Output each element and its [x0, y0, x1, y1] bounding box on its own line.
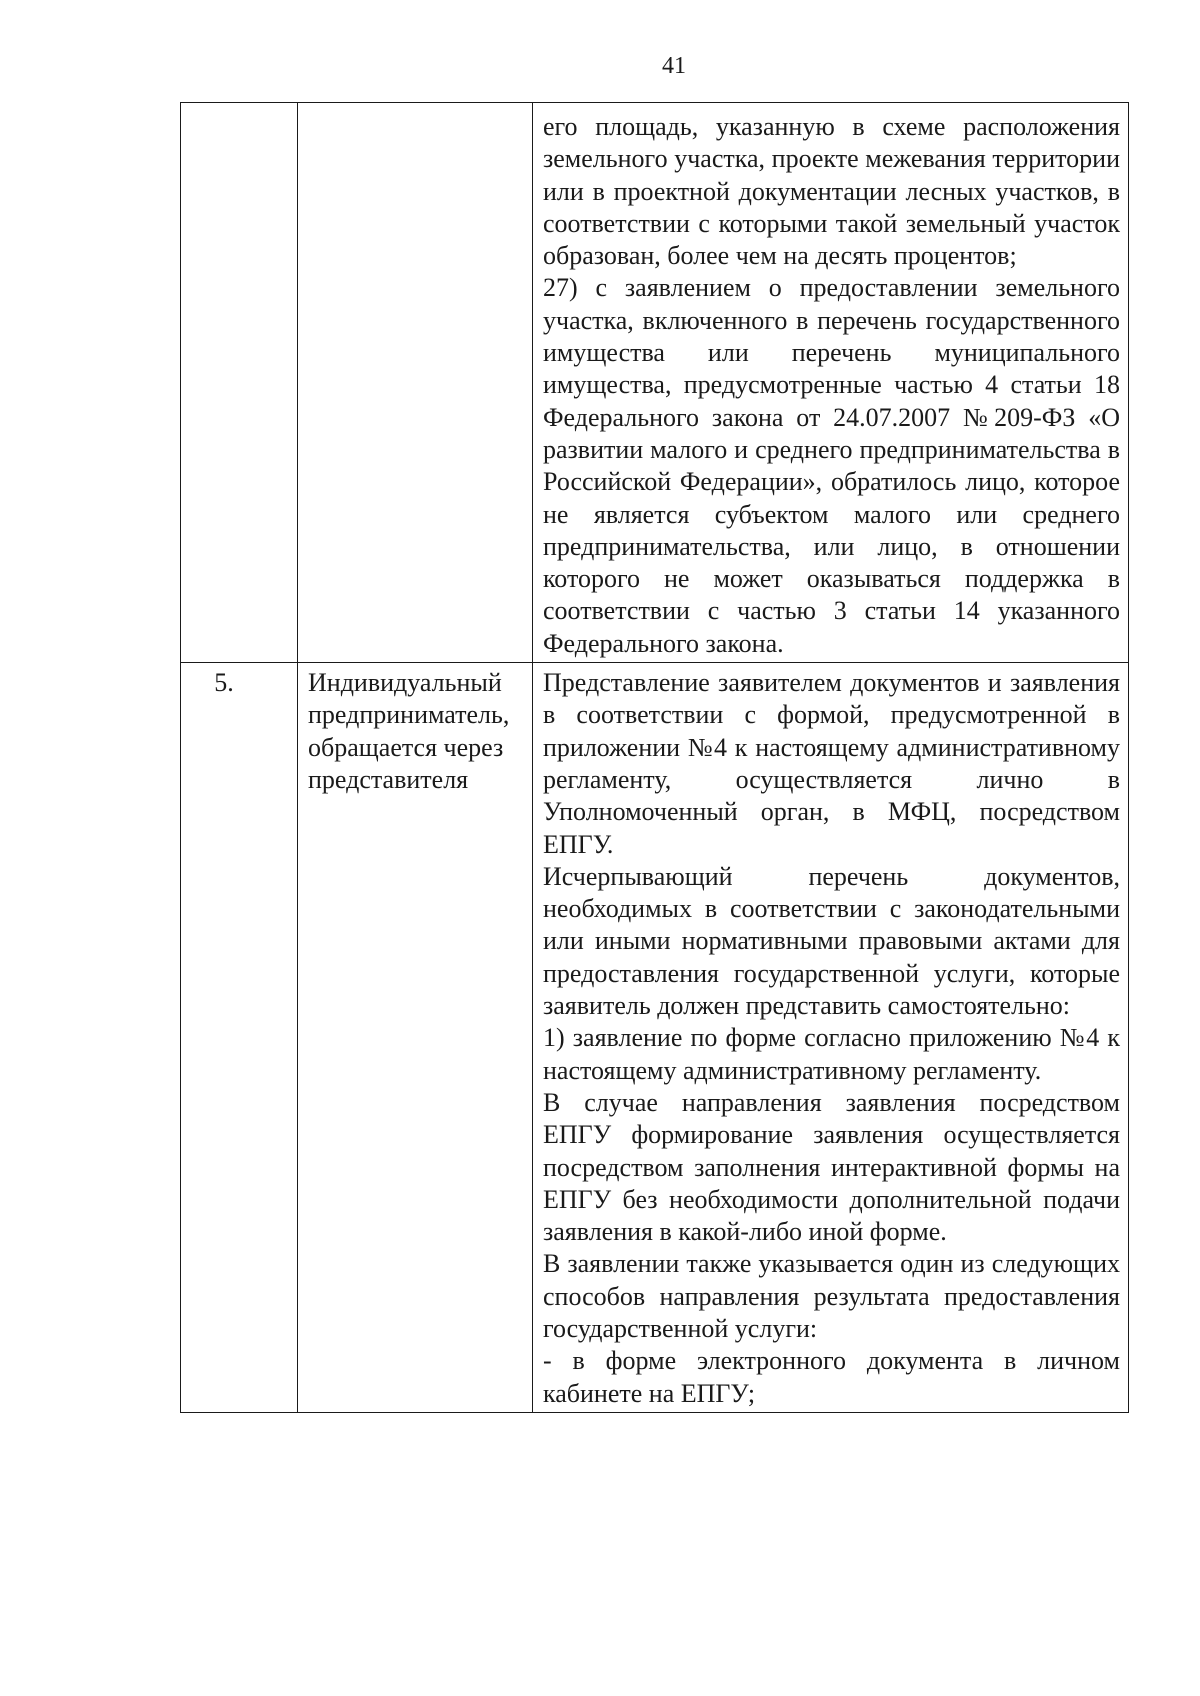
applicant-category: [298, 663, 532, 798]
paragraph: В заявлении также указывается один из следующих способов направления результата предоставления государственной услуги:: [543, 1249, 1120, 1343]
table-row-continued: [181, 103, 1129, 663]
paragraph: 27) с заявлением о предоставлении земельного участка, включенного в перечень государственного имущества или перечень муниципального имущества, предусмотренные частью 4 статьи 18 Федерального закона от 24.07.2007 №209-ФЗ «О развитии малого и среднего предпринимательства в Российской Федерации», обратилось лицо, которое не является субъектом малого или среднего предпринимательства, или лицо, в отношении которого не может оказываться поддержка в соответствии с частью 3 статьи 14 указанного Федерального закона.: [543, 273, 1120, 658]
cell-applicant: [298, 663, 533, 1413]
applicant-line: Индивидуальный: [308, 668, 502, 698]
applicant-line: предприниматель,: [308, 700, 510, 730]
page-number: 41: [662, 53, 686, 79]
paragraph: Исчерпывающий перечень документов, необходимых в соответствии с законодательными или иными нормативными правовыми актами для предоставления государственной услуги, которые заявитель должен представить самостоятельно:: [543, 861, 1120, 1021]
paragraph: его площадь, указанную в схеме расположения земельного участка, проекте межевания территории или в проектной документации лесных участков, в соответствии с которыми такой земельный участок образован, более чем на десять процентов;: [543, 112, 1120, 271]
cell-number: [181, 663, 298, 1413]
cell-requirements: [533, 663, 1129, 1413]
cell-requirements-continued: [533, 103, 1129, 663]
paragraph: 1) заявление по форме согласно приложению №4 к настоящему административному регламенту.: [543, 1023, 1120, 1085]
paragraph: В случае направления заявления посредством ЕПГУ формирование заявления осуществляется посредством заполнения интерактивной формы на ЕПГУ без необходимости дополнительной подачи заявления в какой-либо иной форме.: [543, 1087, 1120, 1247]
services-table: [180, 102, 1129, 1413]
row-number: 5.: [214, 668, 234, 698]
paragraph: - в форме электронного документа в личном кабинете на ЕПГУ;: [543, 1346, 1120, 1408]
applicant-line: обращается через: [308, 732, 504, 762]
applicant-line: представителя: [308, 764, 469, 794]
table-row: [181, 663, 1129, 1413]
cell-applicant-empty: [298, 103, 533, 663]
paragraph: Представление заявителем документов и заявления в соответствии с формой, предусмотренной в приложении №4 к настоящему административному регламенту, осуществляется лично в Уполномоченный орган, в МФЦ, посредством ЕПГУ.: [543, 668, 1120, 859]
cell-number-empty: [181, 103, 298, 663]
